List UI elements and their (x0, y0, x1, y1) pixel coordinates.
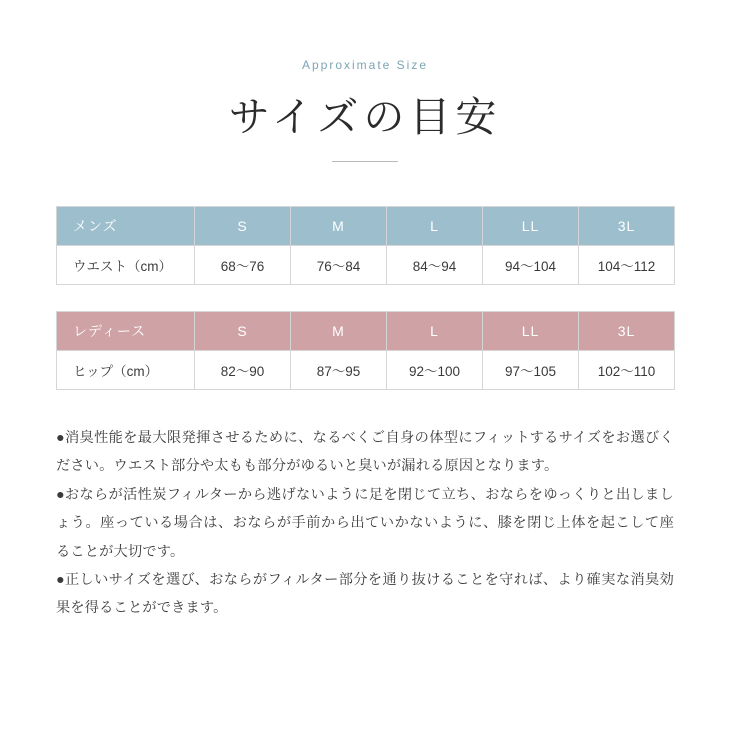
note-item: ●おならが活性炭フィルターから逃げないように足を閉じて立ち、おならをゆっくりと出しましょう。座っている場合は、おならが手前から出ていかないように、膝を閉じ上体を起こして座ることが大切です。 (56, 486, 674, 560)
note-item: ●正しいサイズを選び、おならがフィルター部分を通り抜けることを守れば、より確実な消臭効果を得ることができます。 (56, 572, 674, 617)
ladies-header-m: M (291, 312, 387, 351)
ladies-header-category: レディース (57, 312, 195, 351)
ladies-size-table-section (56, 311, 674, 390)
page-title: サイズの目安 (228, 94, 502, 140)
ladies-header-ll: LL (483, 312, 579, 351)
ladies-row-label: ヒップ（cm） (57, 351, 195, 390)
notes-section (56, 424, 674, 623)
ladies-value-m: 87〜95 (291, 351, 387, 390)
note-item: ●消臭性能を最大限発揮させるために、なるべくご自身の体型にフィットするサイズをお選びください。ウエスト部分や太もも部分がゆるいと臭いが漏れる原因となります。 (56, 430, 674, 475)
mens-value-s: 68〜76 (195, 246, 291, 285)
mens-header-category: メンズ (57, 207, 195, 246)
mens-header-m: M (291, 207, 387, 246)
mens-header-l: L (387, 207, 483, 246)
ladies-header-s: S (195, 312, 291, 351)
ladies-size-table (56, 311, 675, 390)
table-header-row (57, 312, 675, 351)
mens-header-s: S (195, 207, 291, 246)
ladies-value-ll: 97〜105 (483, 351, 579, 390)
table-header-row (57, 207, 675, 246)
mens-header-3l: 3L (579, 207, 675, 246)
eyebrow-text: Approximate Size (301, 58, 429, 72)
mens-value-3l: 104〜112 (579, 246, 675, 285)
mens-size-table (56, 206, 675, 285)
ladies-header-l: L (387, 312, 483, 351)
page-header (0, 0, 730, 162)
title-divider (332, 161, 398, 162)
mens-value-m: 76〜84 (291, 246, 387, 285)
table-row (57, 246, 675, 285)
mens-row-label: ウエスト（cm） (57, 246, 195, 285)
ladies-value-s: 82〜90 (195, 351, 291, 390)
mens-value-l: 84〜94 (387, 246, 483, 285)
ladies-value-l: 92〜100 (387, 351, 483, 390)
ladies-value-3l: 102〜110 (579, 351, 675, 390)
table-row (57, 351, 675, 390)
ladies-header-3l: 3L (579, 312, 675, 351)
mens-size-table-section (56, 206, 674, 285)
mens-header-ll: LL (483, 207, 579, 246)
mens-value-ll: 94〜104 (483, 246, 579, 285)
